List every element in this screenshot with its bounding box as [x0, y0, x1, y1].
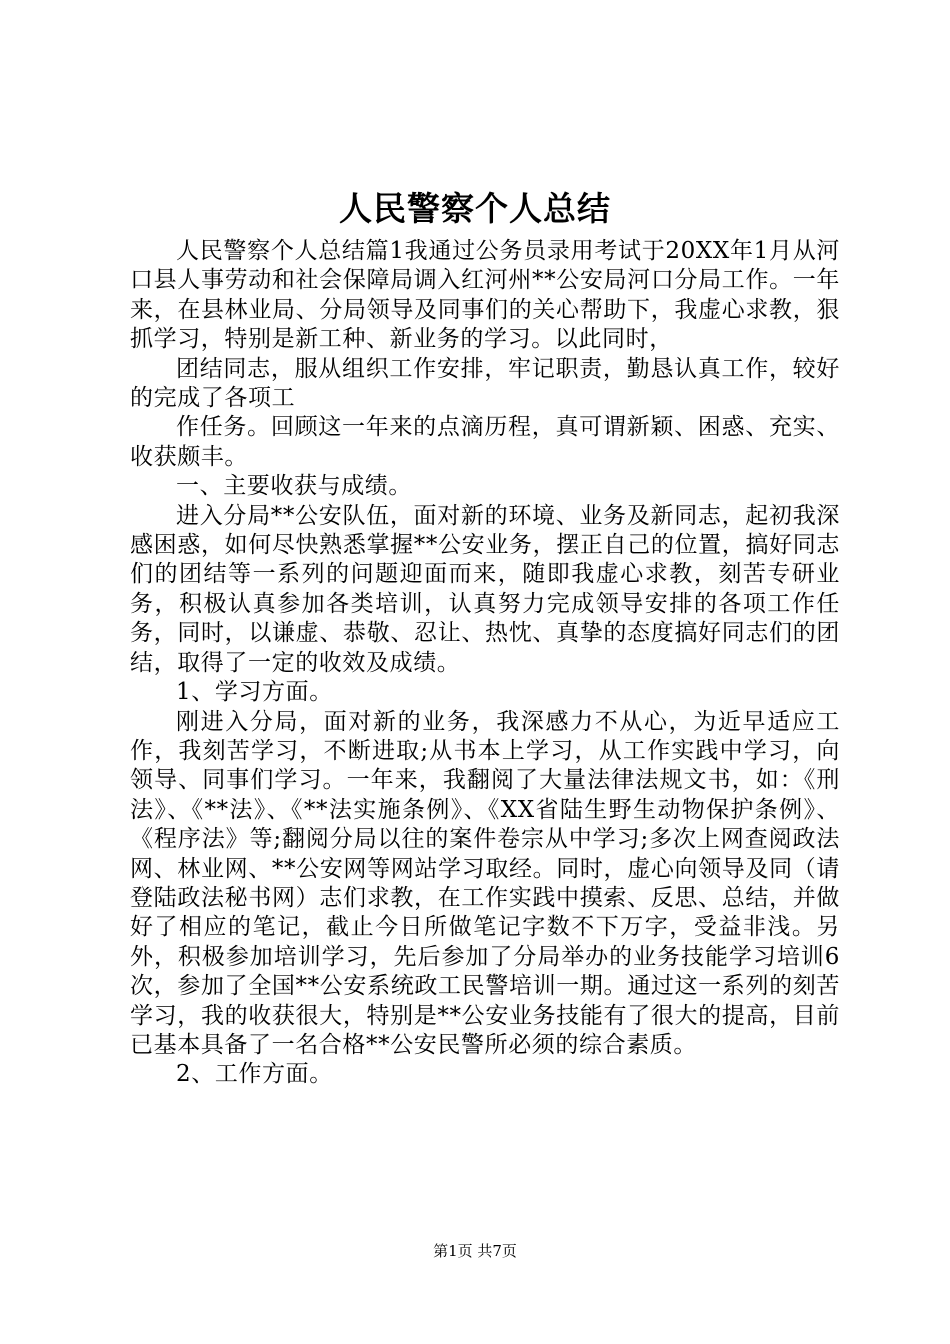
paragraph-intro: 人民警察个人总结篇1我通过公务员录用考试于20XX年1月从河口县人事劳动和社会保障局调入红河州**公安局河口分局工作。一年来，在县林业局、分局领导及同事们的关心帮助下，我虚心求教，狠抓学习，特别是新工种、新业务的学习。以此同时， — [130, 238, 840, 353]
section-heading-study: 1、学习方面。 — [176, 679, 333, 706]
paragraph-review: 作任务。回顾这一年来的点滴历程，真可谓新颖、困惑、充实、收获颇丰。 — [130, 414, 840, 470]
paragraph-achievements: 进入分局**公安队伍，面对新的环境、业务及新同志，起初我深感困惑，如何尽快熟悉掌握**公安业务，摆正自己的位置，搞好同志们的团结等一系列的问题迎面而来，随即我虚心求教，刻苦专研业务，积极认真参加各类培训，认真努力完成领导安排的各项工作任务，同时，以谦虚、恭敬、忍让、热忱、真挚的态度搞好同志们的团结，取得了一定的收效及成绩。 — [130, 502, 840, 676]
document-body — [130, 237, 840, 1090]
section-heading-achievements: 一、主要收获与成绩。 — [176, 473, 412, 500]
page-number: 第1页 共7页 — [433, 1242, 517, 1260]
paragraph-unity: 团结同志，服从组织工作安排，牢记职责，勤恳认真工作，较好的完成了各项工 — [130, 355, 840, 412]
document-title: 人民警察个人总结 — [339, 189, 611, 228]
paragraph-study: 刚进入分局，面对新的业务，我深感力不从心，为近早适应工作，我刻苦学习，不断进取;从书本上学习，从工作实践中学习，向领导、同事们学习。一年来，我翻阅了大量法律法规文书，如：《刑法》、《**法》、《**法实施条例》、《XX省陆生野生动物保护条例》、《程序法》等;翻阅分局以往的案件卷宗从中学习;多次上网查阅政法网、林业网、**公安网等网站学习取经。同时，虚心向领导及同（请登陆政法秘书网）志们求教，在工作实践中摸索、反思、总结，并做好了相应的笔记，截止今日所做笔记字数不下万字，受益非浅。另外，积极参加培训学习，先后参加了分局举办的业务技能学习培训6次，参加了全国**公安系统政工民警培训一期。通过这一系列的刻苦学习，我的收获很大，特别是**公安业务技能有了很大的提高，目前已基本具备了一名合格**公安民警所必须的综合素质。 — [130, 708, 840, 1058]
section-heading-work: 2、工作方面。 — [176, 1061, 333, 1088]
